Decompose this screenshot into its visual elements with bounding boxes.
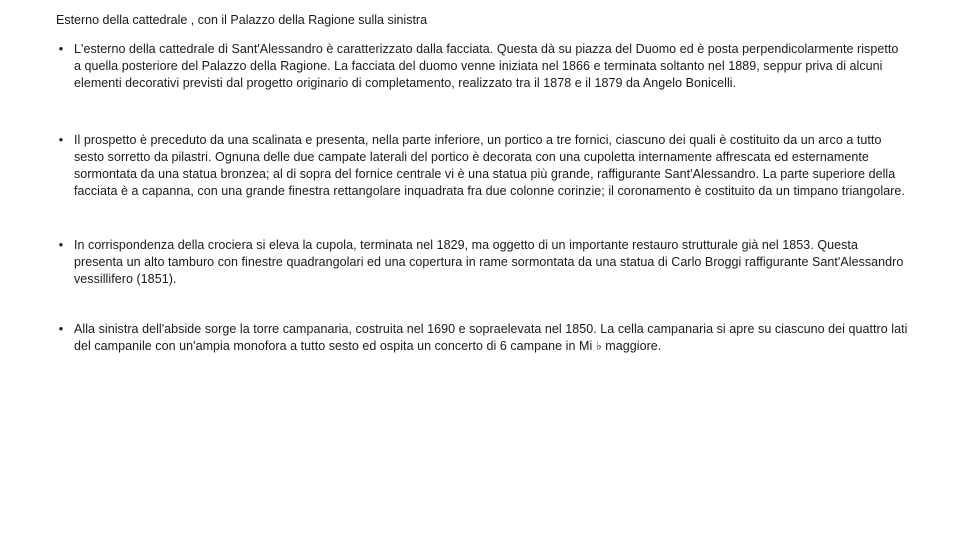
bullet-list — [56, 41, 908, 392]
bullet-text: Alla sinistra dell'abside sorge la torre campanaria, costruita nel 1690 e sopraelevata nel 1850. La cella campanaria si apre su ciascuno dei quattro lati del campanile con un'ampia monofora a tutto sesto ed ospita un concerto di 6 campane in Mi ♭ maggiore. — [74, 322, 908, 353]
bullet-item — [56, 132, 908, 200]
bullet-marker: • — [58, 42, 64, 56]
bullet-item — [56, 321, 908, 355]
bullet-text: Il prospetto è preceduto da una scalinata e presenta, nella parte inferiore, un portico a tre fornici, ciascuno dei quali è costituito da un arco a tutto sesto sorretto da pilastri. Ognuna delle due campate laterali del portico è decorata con una cupoletta internamente affrescata ed esternamente sormontata da una statua bronzea; al di sopra del fornice centrale vi è una statua più grande, raffigurante Sant'Alessandro. La parte superiore della facciata è a capanna, con una grande finestra rettangolare inquadrata fra due colonne corinzie; il coronamento è costituito da un timpano triangolare. — [74, 133, 905, 198]
bullet-text: In corrispondenza della crociera si eleva la cupola, terminata nel 1829, ma oggetto di un importante restauro strutturale già nel 1853. Questa presenta un alto tamburo con finestre quadrangolari ed una copertura in rame sormontata da una statua di Carlo Broggi raffigurante Sant'Alessandro vessillifero (1851). — [74, 238, 904, 286]
bullet-marker: • — [58, 133, 64, 147]
bullet-item — [56, 237, 908, 288]
bullet-marker: • — [58, 322, 64, 336]
bullet-marker: • — [58, 238, 64, 252]
bullet-item — [56, 41, 908, 92]
bullet-text: L'esterno della cattedrale di Sant'Alessandro è caratterizzato dalla facciata. Questa dà su piazza del Duomo ed è posta perpendicolarmente rispetto a quella posteriore del Palazzo della Ragione. La facciata del duomo venne iniziata nel 1866 e terminata soltanto nel 1889, seppur priva di alcuni elementi decorativi previsti dal progetto originario di completamento, realizzato tra il 1878 e il 1879 da Angelo Bonicelli. — [74, 42, 899, 90]
slide-title: Esterno della cattedrale , con il Palazzo della Ragione sulla sinistra — [56, 13, 428, 27]
